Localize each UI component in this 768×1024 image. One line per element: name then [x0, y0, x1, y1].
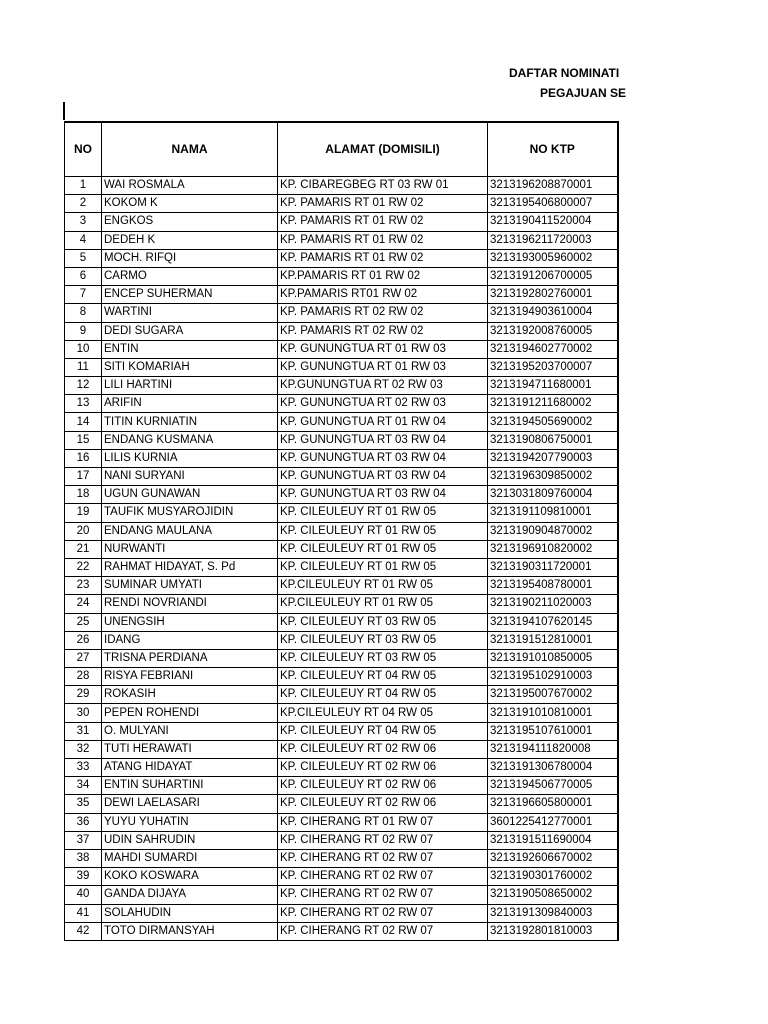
- ktp-cell: 3213194506770005: [488, 777, 618, 795]
- no-cell: 16: [65, 449, 102, 467]
- table-row: [65, 449, 618, 467]
- nama-cell: UGUN GUNAWAN: [102, 486, 278, 504]
- alamat-cell: KP. CILEULEUY RT 02 RW 06: [278, 777, 488, 795]
- nama-cell: ATANG HIDAYAT: [102, 759, 278, 777]
- no-cell: 11: [65, 358, 102, 376]
- ktp-cell: 3213194207790003: [488, 449, 618, 467]
- table-row: [65, 195, 618, 213]
- alamat-cell: KP. CILEULEUY RT 04 RW 05: [278, 686, 488, 704]
- nama-cell: ARIFIN: [102, 395, 278, 413]
- ktp-cell: 3213196211720003: [488, 231, 618, 249]
- nama-cell: MAHDI SUMARDI: [102, 849, 278, 867]
- nominee-table: [64, 121, 619, 941]
- no-cell: 26: [65, 631, 102, 649]
- table-row: [65, 504, 618, 522]
- alamat-cell: KP. CILEULEUY RT 02 RW 06: [278, 795, 488, 813]
- no-cell: 38: [65, 849, 102, 867]
- nama-cell: RAHMAT HIDAYAT, S. Pd: [102, 558, 278, 576]
- nama-cell: MOCH. RIFQI: [102, 249, 278, 267]
- no-cell: 34: [65, 777, 102, 795]
- ktp-cell: 3213194903610004: [488, 304, 618, 322]
- no-cell: 15: [65, 431, 102, 449]
- nama-cell: ENDANG MAULANA: [102, 522, 278, 540]
- alamat-cell: KP. CIHERANG RT 02 RW 07: [278, 904, 488, 922]
- table-row: [65, 540, 618, 558]
- ktp-cell: 3213192606670002: [488, 849, 618, 867]
- nama-cell: YUYU YUHATIN: [102, 813, 278, 831]
- table-row: [65, 922, 618, 940]
- ktp-cell: 3213191306780004: [488, 759, 618, 777]
- ktp-cell: 3213196605800001: [488, 795, 618, 813]
- alamat-cell: KP. CIHERANG RT 02 RW 07: [278, 886, 488, 904]
- alamat-cell: KP.PAMARIS RT 01 RW 02: [278, 267, 488, 285]
- alamat-cell: KP. GUNUNGTUA RT 02 RW 03: [278, 395, 488, 413]
- nama-cell: UNENGSIH: [102, 613, 278, 631]
- nama-cell: RENDI NOVRIANDI: [102, 595, 278, 613]
- table-row: [65, 631, 618, 649]
- table-header-row: [65, 122, 618, 177]
- no-cell: 37: [65, 831, 102, 849]
- cell-border-fragment: [63, 102, 65, 120]
- ktp-cell: 3213190411520004: [488, 213, 618, 231]
- no-cell: 13: [65, 395, 102, 413]
- alamat-cell: KP.PAMARIS RT01 RW 02: [278, 286, 488, 304]
- no-cell: 14: [65, 413, 102, 431]
- ktp-cell: 3213196208870001: [488, 177, 618, 195]
- ktp-cell: 3213190508650002: [488, 886, 618, 904]
- ktp-cell: 3213195007670002: [488, 686, 618, 704]
- alamat-cell: KP. CILEULEUY RT 02 RW 06: [278, 740, 488, 758]
- alamat-cell: KP. GUNUNGTUA RT 01 RW 03: [278, 340, 488, 358]
- document-title: DAFTAR NOMINATI: [509, 66, 620, 80]
- alamat-cell: KP. GUNUNGTUA RT 01 RW 04: [278, 413, 488, 431]
- nama-cell: TAUFIK MUSYAROJIDIN: [102, 504, 278, 522]
- alamat-cell: KP. GUNUNGTUA RT 03 RW 04: [278, 468, 488, 486]
- ktp-cell: 3213191206700005: [488, 267, 618, 285]
- column-header-ktp: NO KTP: [488, 122, 618, 177]
- nama-cell: O. MULYANI: [102, 722, 278, 740]
- ktp-cell: 3213195102910003: [488, 668, 618, 686]
- no-cell: 27: [65, 649, 102, 667]
- alamat-cell: KP. GUNUNGTUA RT 03 RW 04: [278, 431, 488, 449]
- no-cell: 2: [65, 195, 102, 213]
- nama-cell: ENCEP SUHERMAN: [102, 286, 278, 304]
- alamat-cell: KP. CILEULEUY RT 04 RW 05: [278, 722, 488, 740]
- nama-cell: DEDEH K: [102, 231, 278, 249]
- nama-cell: CARMO: [102, 267, 278, 285]
- nama-cell: TITIN KURNIATIN: [102, 413, 278, 431]
- table-row: [65, 795, 618, 813]
- ktp-cell: 3213195107610001: [488, 722, 618, 740]
- ktp-cell: 3213194111820008: [488, 740, 618, 758]
- ktp-cell: 3213195408780001: [488, 577, 618, 595]
- ktp-cell: 3601225412770001: [488, 813, 618, 831]
- no-cell: 12: [65, 377, 102, 395]
- alamat-cell: KP. CIBAREGBEG RT 03 RW 01: [278, 177, 488, 195]
- column-header-alamat: ALAMAT (DOMISILI): [278, 122, 488, 177]
- nama-cell: SUMINAR UMYATI: [102, 577, 278, 595]
- ktp-cell: 3213031809760004: [488, 486, 618, 504]
- table-row: [65, 558, 618, 576]
- no-cell: 1: [65, 177, 102, 195]
- table-body: [65, 177, 618, 941]
- alamat-cell: KP. CILEULEUY RT 03 RW 05: [278, 649, 488, 667]
- no-cell: 7: [65, 286, 102, 304]
- ktp-cell: 3213190301760002: [488, 868, 618, 886]
- table-row: [65, 377, 618, 395]
- no-cell: 19: [65, 504, 102, 522]
- no-cell: 8: [65, 304, 102, 322]
- alamat-cell: KP. CILEULEUY RT 02 RW 06: [278, 759, 488, 777]
- table-row: [65, 395, 618, 413]
- nama-cell: LILIS KURNIA: [102, 449, 278, 467]
- ktp-cell: 3213190311720001: [488, 558, 618, 576]
- alamat-cell: KP. CILEULEUY RT 01 RW 05: [278, 540, 488, 558]
- ktp-cell: 3213190211020003: [488, 595, 618, 613]
- table-row: [65, 431, 618, 449]
- alamat-cell: KP. GUNUNGTUA RT 03 RW 04: [278, 486, 488, 504]
- ktp-cell: 3213191010810001: [488, 704, 618, 722]
- alamat-cell: KP. PAMARIS RT 01 RW 02: [278, 249, 488, 267]
- alamat-cell: KP.GUNUNGTUA RT 02 RW 03: [278, 377, 488, 395]
- nama-cell: ENTIN: [102, 340, 278, 358]
- no-cell: 41: [65, 904, 102, 922]
- table-row: [65, 886, 618, 904]
- ktp-cell: 3213191512810001: [488, 631, 618, 649]
- alamat-cell: KP. CILEULEUY RT 03 RW 05: [278, 631, 488, 649]
- ktp-cell: 3213191511690004: [488, 831, 618, 849]
- table-row: [65, 249, 618, 267]
- document-subtitle: PEGAJUAN SE: [540, 86, 627, 100]
- ktp-cell: 3213191010850005: [488, 649, 618, 667]
- no-cell: 39: [65, 868, 102, 886]
- table-row: [65, 722, 618, 740]
- nama-cell: TUTI HERAWATI: [102, 740, 278, 758]
- nama-cell: UDIN SAHRUDIN: [102, 831, 278, 849]
- table-row: [65, 831, 618, 849]
- no-cell: 36: [65, 813, 102, 831]
- alamat-cell: KP. GUNUNGTUA RT 03 RW 04: [278, 449, 488, 467]
- no-cell: 22: [65, 558, 102, 576]
- ktp-cell: 3213191309840003: [488, 904, 618, 922]
- table-row: [65, 595, 618, 613]
- ktp-cell: 3213190806750001: [488, 431, 618, 449]
- table-row: [65, 668, 618, 686]
- no-cell: 24: [65, 595, 102, 613]
- alamat-cell: KP. PAMARIS RT 01 RW 02: [278, 231, 488, 249]
- no-cell: 23: [65, 577, 102, 595]
- table-row: [65, 868, 618, 886]
- nama-cell: IDANG: [102, 631, 278, 649]
- no-cell: 5: [65, 249, 102, 267]
- no-cell: 9: [65, 322, 102, 340]
- nama-cell: GANDA DIJAYA: [102, 886, 278, 904]
- no-cell: 20: [65, 522, 102, 540]
- nama-cell: TOTO DIRMANSYAH: [102, 922, 278, 940]
- nama-cell: WARTINI: [102, 304, 278, 322]
- ktp-cell: 3213191109810001: [488, 504, 618, 522]
- alamat-cell: KP. GUNUNGTUA RT 01 RW 03: [278, 358, 488, 376]
- table-row: [65, 468, 618, 486]
- table-row: [65, 704, 618, 722]
- ktp-cell: 3213196910820002: [488, 540, 618, 558]
- table-row: [65, 322, 618, 340]
- alamat-cell: KP. PAMARIS RT 02 RW 02: [278, 322, 488, 340]
- no-cell: 25: [65, 613, 102, 631]
- alamat-cell: KP.CILEULEUY RT 01 RW 05: [278, 595, 488, 613]
- table-row: [65, 340, 618, 358]
- no-cell: 4: [65, 231, 102, 249]
- table-row: [65, 813, 618, 831]
- table-row: [65, 213, 618, 231]
- no-cell: 21: [65, 540, 102, 558]
- alamat-cell: KP. CIHERANG RT 02 RW 07: [278, 831, 488, 849]
- no-cell: 40: [65, 886, 102, 904]
- nama-cell: PEPEN ROHENDI: [102, 704, 278, 722]
- no-cell: 18: [65, 486, 102, 504]
- ktp-cell: 3213194602770002: [488, 340, 618, 358]
- nama-cell: LILI HARTINI: [102, 377, 278, 395]
- no-cell: 35: [65, 795, 102, 813]
- alamat-cell: KP. CIHERANG RT 02 RW 07: [278, 849, 488, 867]
- alamat-cell: KP.CILEULEUY RT 04 RW 05: [278, 704, 488, 722]
- alamat-cell: KP. CILEULEUY RT 01 RW 05: [278, 504, 488, 522]
- ktp-cell: 3213192802760001: [488, 286, 618, 304]
- ktp-cell: 3213196309850002: [488, 468, 618, 486]
- table-row: [65, 486, 618, 504]
- table-row: [65, 286, 618, 304]
- table-row: [65, 358, 618, 376]
- table-row: [65, 686, 618, 704]
- nama-cell: WAI ROSMALA: [102, 177, 278, 195]
- no-cell: 29: [65, 686, 102, 704]
- nama-cell: NANI SURYANI: [102, 468, 278, 486]
- no-cell: 42: [65, 922, 102, 940]
- table-row: [65, 759, 618, 777]
- ktp-cell: 3213192008760005: [488, 322, 618, 340]
- no-cell: 10: [65, 340, 102, 358]
- nama-cell: ROKASIH: [102, 686, 278, 704]
- no-cell: 17: [65, 468, 102, 486]
- ktp-cell: 3213195406800007: [488, 195, 618, 213]
- table-row: [65, 304, 618, 322]
- table-row: [65, 904, 618, 922]
- ktp-cell: 3213190904870002: [488, 522, 618, 540]
- table-row: [65, 577, 618, 595]
- no-cell: 28: [65, 668, 102, 686]
- nama-cell: NURWANTI: [102, 540, 278, 558]
- alamat-cell: KP. PAMARIS RT 02 RW 02: [278, 304, 488, 322]
- alamat-cell: KP.CILEULEUY RT 01 RW 05: [278, 577, 488, 595]
- no-cell: 32: [65, 740, 102, 758]
- ktp-cell: 3213194505690002: [488, 413, 618, 431]
- nama-cell: ENGKOS: [102, 213, 278, 231]
- table-row: [65, 740, 618, 758]
- no-cell: 6: [65, 267, 102, 285]
- alamat-cell: KP. CILEULEUY RT 04 RW 05: [278, 668, 488, 686]
- table-row: [65, 177, 618, 195]
- table-row: [65, 849, 618, 867]
- nama-cell: RISYA FEBRIANI: [102, 668, 278, 686]
- ktp-cell: 3213193005960002: [488, 249, 618, 267]
- no-cell: 31: [65, 722, 102, 740]
- nama-cell: KOKO KOSWARA: [102, 868, 278, 886]
- alamat-cell: KP. CIHERANG RT 01 RW 07: [278, 813, 488, 831]
- alamat-cell: KP. PAMARIS RT 01 RW 02: [278, 195, 488, 213]
- no-cell: 30: [65, 704, 102, 722]
- alamat-cell: KP. CILEULEUY RT 03 RW 05: [278, 613, 488, 631]
- ktp-cell: 3213195203700007: [488, 358, 618, 376]
- table-row: [65, 613, 618, 631]
- column-header-no: NO: [65, 122, 102, 177]
- nama-cell: DEWI LAELASARI: [102, 795, 278, 813]
- nama-cell: SOLAHUDIN: [102, 904, 278, 922]
- table-row: [65, 649, 618, 667]
- alamat-cell: KP. CILEULEUY RT 01 RW 05: [278, 558, 488, 576]
- table-row: [65, 231, 618, 249]
- nama-cell: KOKOM K: [102, 195, 278, 213]
- nama-cell: DEDI SUGARA: [102, 322, 278, 340]
- alamat-cell: KP. CILEULEUY RT 01 RW 05: [278, 522, 488, 540]
- no-cell: 33: [65, 759, 102, 777]
- alamat-cell: KP. CIHERANG RT 02 RW 07: [278, 922, 488, 940]
- alamat-cell: KP. CIHERANG RT 02 RW 07: [278, 868, 488, 886]
- column-header-nama: NAMA: [102, 122, 278, 177]
- nama-cell: TRISNA PERDIANA: [102, 649, 278, 667]
- ktp-cell: 3213192801810003: [488, 922, 618, 940]
- ktp-cell: 3213194711680001: [488, 377, 618, 395]
- nama-cell: ENDANG KUSMANA: [102, 431, 278, 449]
- ktp-cell: 3213191211680002: [488, 395, 618, 413]
- table-row: [65, 413, 618, 431]
- nama-cell: SITI KOMARIAH: [102, 358, 278, 376]
- nama-cell: ENTIN SUHARTINI: [102, 777, 278, 795]
- table-row: [65, 522, 618, 540]
- ktp-cell: 3213194107620145: [488, 613, 618, 631]
- no-cell: 3: [65, 213, 102, 231]
- table-row: [65, 777, 618, 795]
- table-row: [65, 267, 618, 285]
- alamat-cell: KP. PAMARIS RT 01 RW 02: [278, 213, 488, 231]
